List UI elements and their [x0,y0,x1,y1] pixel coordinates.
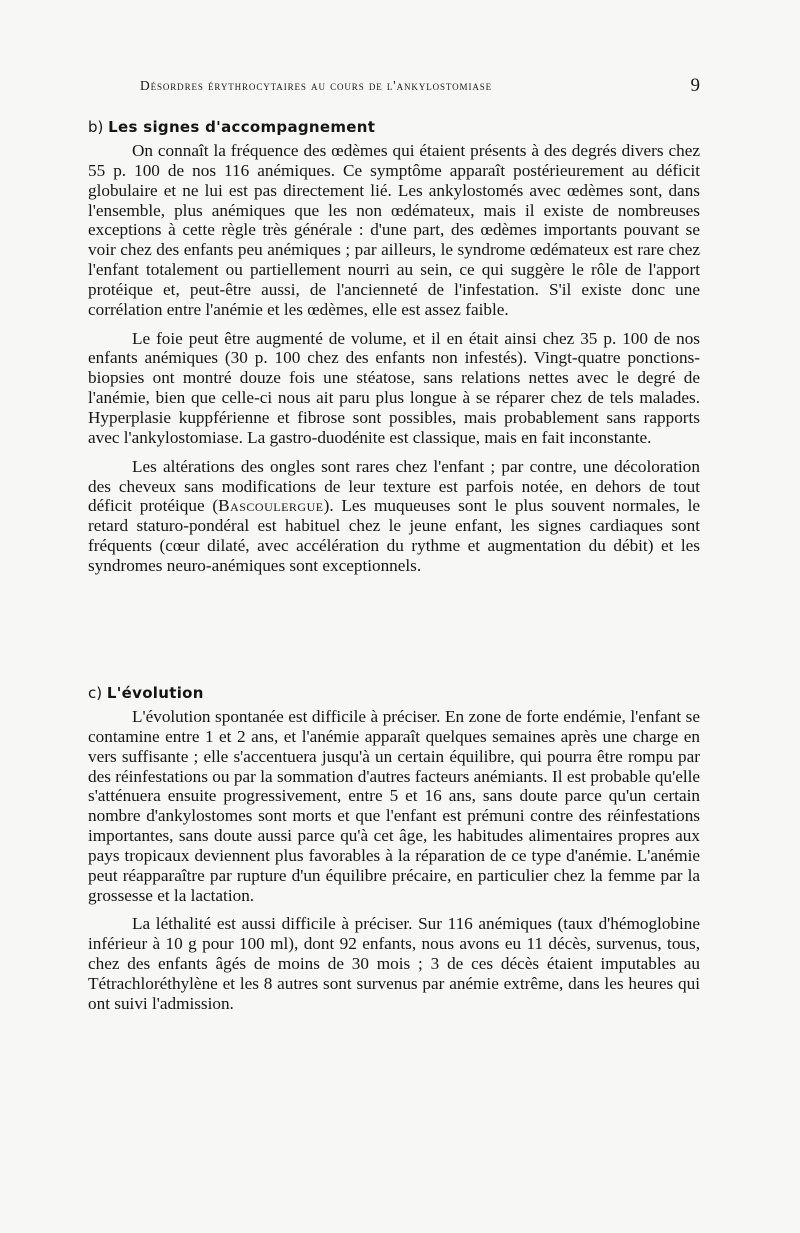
section-heading [88,683,700,703]
section-heading [88,117,700,137]
running-header [88,75,700,100]
paragraph-text-end: ). Les muqueuses sont le plus souvent normales, le retard staturo-pondéral est habituel chez le jeune enfant, les signes cardiaques sont fréquents (cœur dilaté, avec accélération du rythme et augmentation du débit) et les syndromes neuro-anémiques sont exceptionnels. [88,496,701,575]
running-title: Désordres érythrocytaires au cours de l'ankylostomiase [140,78,493,93]
paragraph-liver: Le foie peut être augmenté de volume, et il en était ainsi chez 35 p. 100 de nos enfants anémiques (30 p. 100 chez des enfants non infestés). Vingt-quatre ponctions-biopsies ont montré douze fois une stéatose, sans relations nettes avec le degré de l'anémie, bien que celle-ci nous ait paru plus longue à se réparer chez de tels malades. Hyperplasie kuppférienne et fibrose sont possibles, mais probablement sans rapports avec l'ankylostomiase. La gastro-duodénite est classique, mais en fait inconstante. [88,328,700,447]
section-accompanying-signs [88,117,700,585]
paragraph-edema: On connaît la fréquence des œdèmes qui étaient présents à des degrés divers chez 55 p. 100 de nos 116 anémiques. Ce symptôme apparaît postérieurement au déficit globulaire et ne lui est pas directement lié. Les ankylostomés avec œdèmes sont, dans l'ensemble, plus anémiques que les non œdémateux, mais il existe de nombreuses exceptions à cette règle très générale : d'une part, des œdèmes importants pouvant se voir chez des enfants peu anémiques ; par ailleurs, le syndrome œdémateux est rare chez l'enfant totalement ou partiellement nourri au sein, ce qui suggère le rôle de l'apport protéique et, peut-être aussi, de l'ancienneté de l'infestation. S'il existe donc une corrélation entre l'anémie et les œdèmes, elle est assez faible. [88,141,700,319]
section-title: L'évolution [106,684,204,702]
paragraph-text-start: Les altérations des ongles sont rares chez l'enfant ; par contre, une décoloration des cheveux sans modifications de leur texture est parfois notée, en dehors de tout déficit protéique ( [88,456,700,516]
paragraph-lethality: La léthalité est aussi difficile à préciser. Sur 116 anémiques (taux d'hémoglobine inférieur à 10 g pour 100 ml), dont 92 enfants, nous avons eu 11 décès, survenus, tous, chez des enfants âgés de moins de 30 mois ; 3 de ces décès étaient imputables au Tétrachloréthylène et les 8 autres sont survenus par anémie extrême, dans les heures qui ont suivi l'admission. [88,914,700,1013]
section-evolution [88,683,700,1023]
section-letter: b) [88,118,104,136]
page-number: 9 [690,75,700,96]
section-letter: c) [88,684,103,702]
section-title: Les signes d'accompagnement [108,118,376,136]
paragraph-spontaneous-evolution: L'évolution spontanée est difficile à préciser. En zone de forte endémie, l'enfant se contamine entre 1 et 2 ans, et l'anémie apparaît quelques semaines après une charge en vers suffisante ; elle s'accentuera jusqu'à un certain équilibre, qui pourra être rompu par des réinfestations ou par la sommation d'autres facteurs anémiants. Il est probable qu'elle s'atténuera ensuite progressivement, entre 5 et 16 ans, sans doute parce qu'un certain nombre d'ankylostomes sont morts et que l'enfant est prémuni contre des réinfestations importantes, sans doute aussi parce qu'à cet âge, les habitudes alimentaires propres aux pays tropicaux deviennent plus favorables à la réparation de ce type d'anémie. L'anémie peut réapparaître par rupture d'un équilibre précaire, en particulier chez la femme par la grossesse et la lactation. [88,707,700,905]
paragraph-nails-hair [88,457,700,576]
author-citation: Bascoulergue [218,496,324,516]
